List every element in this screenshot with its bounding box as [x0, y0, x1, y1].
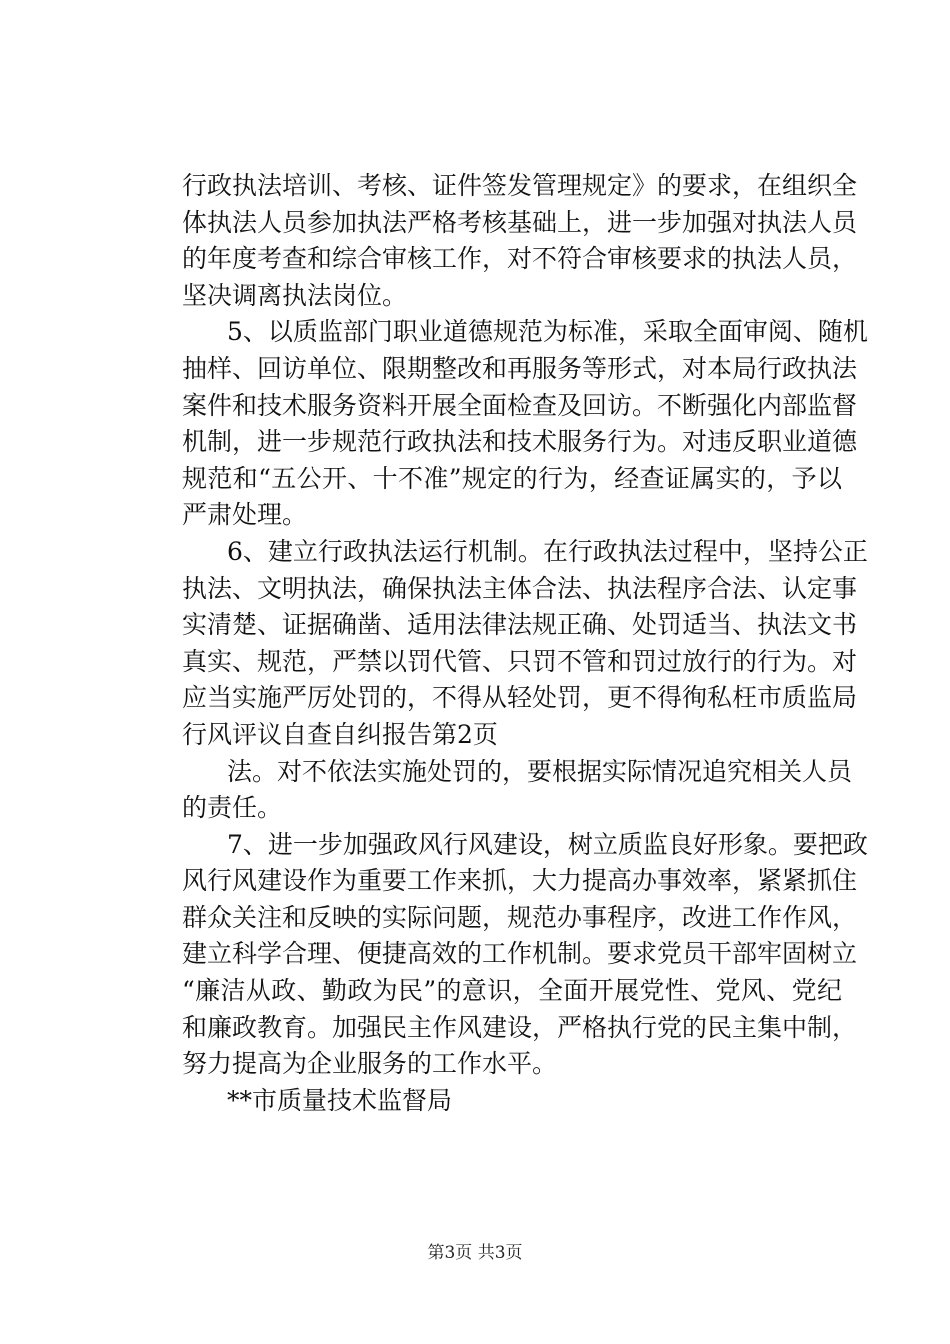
- signature-line: **市质量技术监督局: [227, 1085, 453, 1115]
- text-line: 实清楚、证据确凿、适用法律法规正确、处罚适当、执法文书: [182, 610, 858, 640]
- text-line: 6、建立行政执法运行机制。在行政执法过程中，坚持公正: [227, 536, 868, 566]
- text-line: 机制，进一步规范行政执法和技术服务行为。对违反职业道德: [182, 427, 858, 457]
- text-line: 建立科学合理、便捷高效的工作机制。要求党员干部牢固树立: [182, 939, 858, 969]
- text-line: 努力提高为企业服务的工作水平。: [182, 1049, 558, 1079]
- text-line: 体执法人员参加执法严格考核基础上，进一步加强对执法人员: [182, 207, 858, 237]
- text-line: 风行风建设作为重要工作来抓，大力提高办事效率，紧紧抓住: [182, 866, 858, 896]
- text-line: 严肃处理。: [182, 500, 308, 530]
- text-line: 规范和“五公开、十不准”规定的行为，经查证属实的，予以: [182, 463, 842, 493]
- text-line: 5、以质监部门职业道德规范为标准，采取全面审阅、随机: [227, 317, 868, 347]
- text-line: 和廉政教育。加强民主作风建设，严格执行党的民主集中制，: [182, 1012, 858, 1042]
- text-line: 案件和技术服务资料开展全面检查及回访。不断强化内部监督: [182, 390, 858, 420]
- text-line: 行风评议自查自纠报告第2页: [182, 719, 498, 749]
- text-line: 法。对不依法实施处罚的，要根据实际情况追究相关人员: [227, 756, 853, 786]
- text-line: “廉洁从政、勤政为民”的意识，全面开展党性、党风、党纪: [182, 976, 842, 1006]
- text-line: 行政执法培训、考核、证件签发管理规定》的要求，在组织全: [182, 171, 858, 200]
- text-line: 应当实施严厉处罚的，不得从轻处罚，更不得徇私枉市质监局: [182, 683, 858, 713]
- text-line: 真实、规范，严禁以罚代管、只罚不管和罚过放行的行为。对: [182, 646, 858, 676]
- text-line: 7、进一步加强政风行风建设，树立质监良好形象。要把政: [227, 829, 868, 859]
- text-line: 执法、文明执法，确保执法主体合法、执法程序合法、认定事: [182, 573, 858, 603]
- text-line: 抽样、回访单位、限期整改和再服务等形式，对本局行政执法: [182, 353, 858, 383]
- text-line: 群众关注和反映的实际问题，规范办事程序，改进工作作风，: [182, 902, 858, 932]
- text-line: 的责任。: [182, 793, 283, 823]
- document-body: [182, 168, 868, 1119]
- text-line: 坚决调离执法岗位。: [182, 280, 408, 310]
- page-number: 第3页 共3页: [427, 1243, 523, 1263]
- text-line: 的年度考查和综合审核工作，对不符合审核要求的执法人员，: [182, 244, 858, 274]
